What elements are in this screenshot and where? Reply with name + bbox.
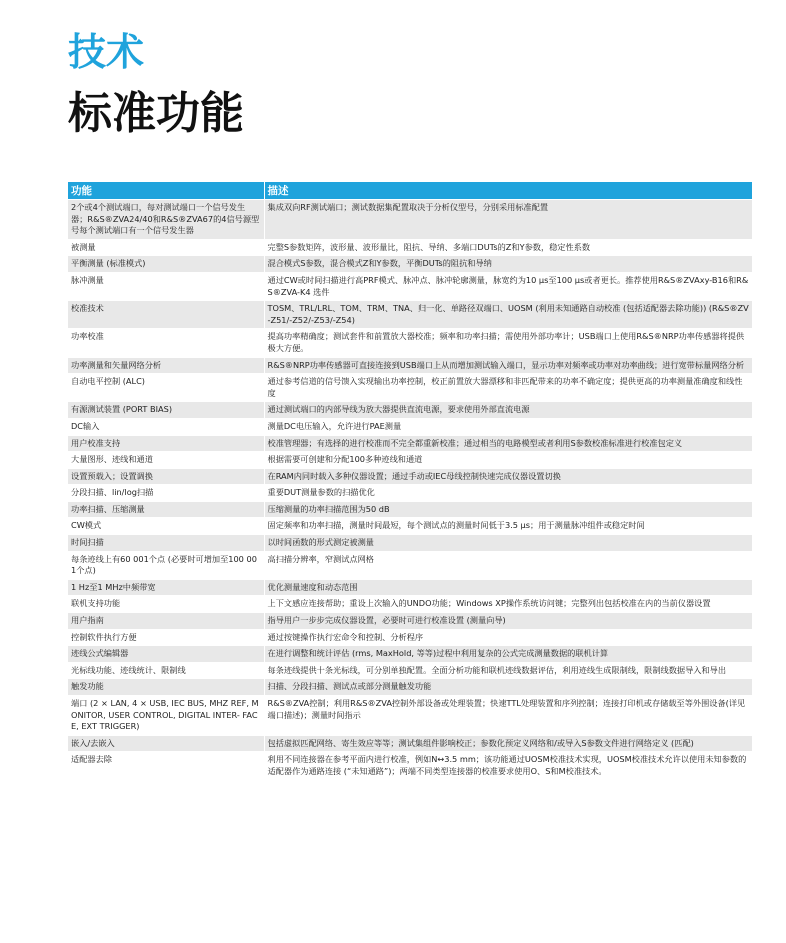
description-cell: 上下文感应连接帮助；重设上次输入的UNDO功能；Windows XP操作系统访问键；完整列出包括校准在内的当前仪器设置 bbox=[264, 596, 752, 613]
feature-cell: 功率测量和矢量网络分析 bbox=[68, 357, 264, 374]
table-row bbox=[68, 535, 752, 552]
table-row bbox=[68, 679, 752, 696]
description-cell: 固定频率和功率扫描，测量时间最短，每个测试点的测量时间低于3.5 µs；用于测量脉冲组件或稳定时间 bbox=[264, 518, 752, 535]
description-cell: 利用不同连接器在参考平面内进行校准，例如N↔3.5 mm；该功能通过UOSM校准技术实现，UOSM校准技术允许以使用未知参数的适配器作为通路连接 (“未知通路”)；两端不同类型连接器的校准要求使用O、S和M校准技术。 bbox=[264, 752, 752, 780]
table-row bbox=[68, 629, 752, 646]
feature-cell: 时间扫描 bbox=[68, 535, 264, 552]
description-cell: 混合模式S参数，混合模式Z和Y参数，平衡DUTs的阻抗和导纳 bbox=[264, 256, 752, 273]
feature-cell: 1 Hz至1 MHz中频带宽 bbox=[68, 579, 264, 596]
description-cell: 每条迹线提供十条光标线，可分别单独配置。全面分析功能和联机迹线数据评估，利用迹线生成限制线，限制线数据导入和导出 bbox=[264, 662, 752, 679]
section-heading: 技术 bbox=[68, 30, 145, 74]
feature-cell: 光标线功能、迹线统计、限制线 bbox=[68, 662, 264, 679]
feature-cell: 迹线公式编辑器 bbox=[68, 646, 264, 663]
table-row bbox=[68, 551, 752, 579]
table-row bbox=[68, 662, 752, 679]
table-row bbox=[68, 402, 752, 419]
description-cell: 通过CW或时间扫描进行高PRF模式、脉冲点、脉冲轮廓测量，脉宽约为10 µs至100 µs或者更长。推荐使用R&S®ZVAxy-B16和R&S®ZVA-K4 选件 bbox=[264, 272, 752, 300]
table-row bbox=[68, 735, 752, 752]
feature-cell: 2个或4个测试端口，每对测试端口一个信号发生器；R&S®ZVA24/40和R&S®ZVA67的4信号源型号每个测试端口有一个信号发生器 bbox=[68, 200, 264, 240]
table-row bbox=[68, 501, 752, 518]
feature-cell: 有源测试装置 (PORT BIAS) bbox=[68, 402, 264, 419]
description-cell: 提高功率精确度；测试套件和前置放大器校准；频率和功率扫描；需使用外部功率计；USB端口上使用R&S®NRP功率传感器将提供极大方便。 bbox=[264, 329, 752, 357]
description-cell: 测量DC电压输入，允许进行PAE测量 bbox=[264, 418, 752, 435]
description-cell: 优化测量速度和动态范围 bbox=[264, 579, 752, 596]
description-cell: 通过测试端口的内部导线为放大器提供直流电源，要求使用外部直流电源 bbox=[264, 402, 752, 419]
table-row bbox=[68, 272, 752, 300]
feature-cell: 校准技术 bbox=[68, 301, 264, 329]
feature-cell: 嵌入/去嵌入 bbox=[68, 735, 264, 752]
description-cell: 校准管理器；有选择的进行校准而不完全都重新校准；通过相当的电路模型或者利用S参数校准标准进行校准包定义 bbox=[264, 435, 752, 452]
table-row bbox=[68, 301, 752, 329]
description-cell: 指导用户一步步完成仪器设置，必要时可进行校准设置 (测量向导) bbox=[264, 613, 752, 630]
table-row bbox=[68, 646, 752, 663]
table-row bbox=[68, 613, 752, 630]
feature-cell: 自动电平控制 (ALC) bbox=[68, 374, 264, 402]
feature-cell: 功率校准 bbox=[68, 329, 264, 357]
table-row bbox=[68, 579, 752, 596]
table-row bbox=[68, 239, 752, 256]
description-cell: 重要DUT测量参数的扫描优化 bbox=[264, 485, 752, 502]
description-cell: 完整S参数矩阵，波形量、波形量比，阻抗、导纳、多端口DUTs的Z和Y参数，稳定性系数 bbox=[264, 239, 752, 256]
description-cell: R&S®NRP功率传感器可直接连接到USB端口上从而增加测试输入端口，显示功率对频率或功率对功率曲线；进行宽带标量网络分析 bbox=[264, 357, 752, 374]
table-row bbox=[68, 452, 752, 469]
feature-cell: 功率扫描、压缩测量 bbox=[68, 501, 264, 518]
table-row bbox=[68, 357, 752, 374]
feature-cell: 脉冲测量 bbox=[68, 272, 264, 300]
feature-cell: 触发功能 bbox=[68, 679, 264, 696]
table-row bbox=[68, 596, 752, 613]
table-row bbox=[68, 200, 752, 240]
column-header-feature: 功能 bbox=[68, 182, 264, 200]
feature-cell: 每条迹线上有60 001个点 (必要时可增加至100 001个点) bbox=[68, 551, 264, 579]
description-cell: 通过按键操作执行宏命令和控制、分析程序 bbox=[264, 629, 752, 646]
column-header-description: 描述 bbox=[264, 182, 752, 200]
feature-cell: 适配器去除 bbox=[68, 752, 264, 780]
description-cell: 在RAM内同时载入多种仪器设置；通过手动或IEC母线控制快速完成仪器设置切换 bbox=[264, 468, 752, 485]
feature-table bbox=[68, 182, 752, 780]
feature-cell: 被测量 bbox=[68, 239, 264, 256]
feature-cell: 分段扫描、lin/log扫描 bbox=[68, 485, 264, 502]
description-cell: 压缩测量的功率扫描范围为50 dB bbox=[264, 501, 752, 518]
description-cell: TOSM、TRL/LRL、TOM、TRM、TNA、归一化、单路径双端口、UOSM (利用未知通路自动校准 (包括适配器去除功能)) (R&S®ZV-Z51/-Z52/-Z53/-Z54) bbox=[264, 301, 752, 329]
description-cell: R&S®ZVA控制；利用R&S®ZVA控制外部设备或处理装置；快速TTL处理装置和序列控制；连接打印机或存储载至等外围设备(详见端口描述)；测量时间指示 bbox=[264, 696, 752, 736]
description-cell: 在进行调整和统计评估 (rms, MaxHold, 等等)过程中利用复杂的公式完成测量数据的联机计算 bbox=[264, 646, 752, 663]
table-row bbox=[68, 518, 752, 535]
table-row bbox=[68, 256, 752, 273]
feature-cell: 端口 (2 × LAN, 4 × USB, IEC BUS, MHZ REF, MONITOR, USER CONTROL, DIGITAL INTER- FACE, EXT TRIGGER) bbox=[68, 696, 264, 736]
table-row bbox=[68, 696, 752, 736]
description-cell: 扫描、分段扫描、测试点或部分测量触发功能 bbox=[264, 679, 752, 696]
feature-cell: 用户指南 bbox=[68, 613, 264, 630]
table-row bbox=[68, 418, 752, 435]
feature-cell: 大量图形、迹线和通道 bbox=[68, 452, 264, 469]
feature-cell: CW模式 bbox=[68, 518, 264, 535]
table-header-row bbox=[68, 182, 752, 200]
table-row bbox=[68, 485, 752, 502]
description-cell: 通过参考信道的信号馈入实现输出功率控制，校正前置放大器漂移和非匹配带来的功率不确定度；提供更高的功率测量准确度和线性度 bbox=[264, 374, 752, 402]
feature-cell: 联机支持功能 bbox=[68, 596, 264, 613]
description-cell: 根据需要可创建和分配100多种迹线和通道 bbox=[264, 452, 752, 469]
description-cell: 高扫描分辨率，窄测试点网格 bbox=[264, 551, 752, 579]
feature-cell: 设置预载入；设置调换 bbox=[68, 468, 264, 485]
table-row bbox=[68, 329, 752, 357]
feature-cell: 控制软件执行方便 bbox=[68, 629, 264, 646]
page-title: 标准功能 bbox=[68, 88, 244, 139]
description-cell: 包括虚拟匹配网络、寄生效应等等；测试集组件影响校正；参数化预定义网络和/或导入S参数文件进行网络定义 (匹配) bbox=[264, 735, 752, 752]
table-row bbox=[68, 374, 752, 402]
description-cell: 集成双向RF测试端口；测试数据集配置取决于分析仪型号，分别采用标准配置 bbox=[264, 200, 752, 240]
feature-cell: 平衡测量 (标准模式) bbox=[68, 256, 264, 273]
table-row bbox=[68, 435, 752, 452]
table-row bbox=[68, 752, 752, 780]
feature-cell: 用户校准支持 bbox=[68, 435, 264, 452]
table-row bbox=[68, 468, 752, 485]
feature-cell: DC输入 bbox=[68, 418, 264, 435]
description-cell: 以时间函数的形式测定被测量 bbox=[264, 535, 752, 552]
